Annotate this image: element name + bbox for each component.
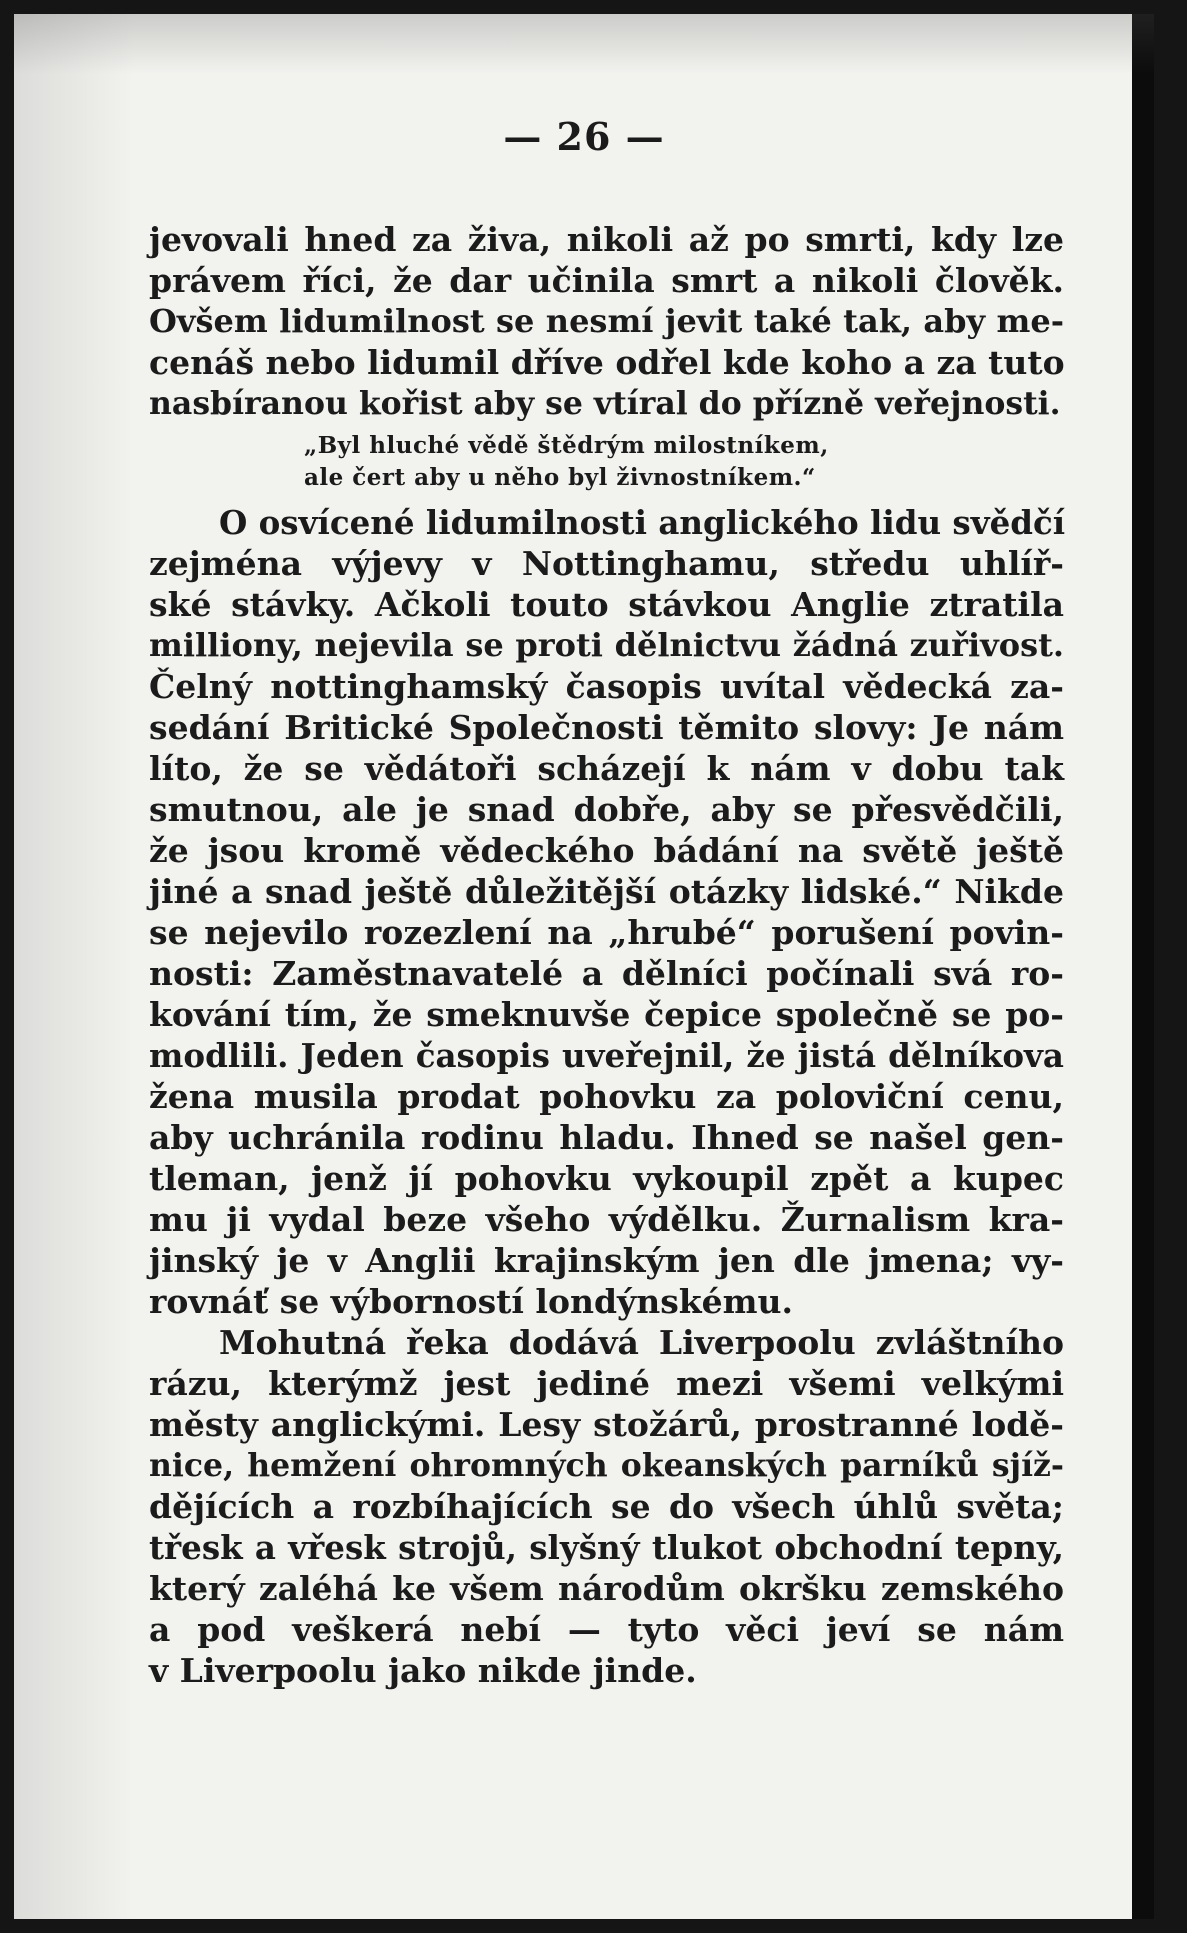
text-line: aby uchránila rodinu hladu. Ihned se našel gen- — [149, 1118, 1064, 1157]
text-line: Čelný nottinghamský časopis uvítal vědecká za- — [149, 667, 1064, 706]
text-line: se nejevilo rozezlení na „hrubé“ porušení povin- — [149, 913, 1064, 952]
paragraph-3 — [149, 1322, 1064, 1691]
page-number: — 26 — — [503, 114, 665, 159]
text-line: že jsou kromě vědeckého bádání na světě ještě — [149, 831, 1064, 870]
text-line: městy anglickými. Lesy stožárů, prostranné lodě- — [149, 1405, 1064, 1444]
book-page — [14, 14, 1154, 1919]
quote-line: ale čert aby u něho byl živnostníkem.“ — [304, 464, 816, 491]
text-line: který zaléhá ke všem národům okršku zemského — [149, 1569, 1064, 1608]
text-line: rovnáť se výborností londýnskému. — [149, 1282, 794, 1321]
text-line: sedání Britické Společnosti těmito slovy: Je nám — [149, 708, 1064, 747]
text-line: smutnou, ale je snad dobře, aby se přesvědčili, — [149, 790, 1064, 829]
text-line: rázu, kterýmž jest jediné mezi všemi velkými — [149, 1364, 1064, 1403]
text-line: jiné a snad ještě důležitější otázky lidské.“ Nikde — [149, 872, 1064, 911]
text-line: cenáš nebo lidumil dříve odřel kde koho a za tuto — [149, 343, 1065, 382]
text-line: žena musila prodat pohovku za poloviční cenu, — [149, 1077, 1064, 1116]
text-line: nasbíranou kořist aby se vtíral do přízně veřejnosti. — [149, 385, 1061, 422]
verse-quote — [149, 430, 1064, 494]
text-line: Ovšem lidumilnost se nesmí jevit také tak, aby me- — [149, 302, 1064, 340]
text-line: Mohutná řeka dodává Liverpoolu zvláštního — [219, 1323, 1064, 1362]
text-line: nosti: Zaměstnavatelé a dělníci počínali svá ro- — [149, 954, 1064, 993]
text-line: dějících a rozbíhajících se do všech úhlů světa; — [149, 1487, 1064, 1526]
text-line: O osvícené lidumilnosti anglického lidu svědčí — [219, 503, 1066, 542]
text-line: jevovali hned za živa, nikoli až po smrti, kdy lze — [149, 220, 1064, 259]
paragraph-2 — [149, 502, 1064, 1322]
text-line: mu ji vydal beze všeho výdělku. Žurnalism kra- — [149, 1200, 1064, 1239]
text-line: nice, hemžení ohromných okeanských parníků sjíž- — [149, 1447, 1064, 1484]
paragraph-1 — [149, 219, 1064, 424]
text-line: právem říci, že dar učinila smrt a nikoli člověk. — [149, 261, 1064, 300]
text-line: modlili. Jeden časopis uveřejnil, že jistá dělníkova — [149, 1036, 1064, 1075]
quote-line: „Byl hluché vědě štědrým milostníkem, — [304, 432, 829, 459]
text-line: jinský je v Anglii krajinským jen dle jmena; vy- — [149, 1241, 1064, 1280]
text-block — [149, 219, 1064, 1691]
text-line: třesk a vřesk strojů, slyšný tlukot obchodní tepny, — [149, 1528, 1064, 1567]
text-line: líto, že se vědátoři scházejí k nám v dobu tak — [149, 749, 1064, 788]
text-line: tleman, jenž jí pohovku vykoupil zpět a kupec — [149, 1159, 1064, 1198]
text-line: a pod veškerá nebí — tyto věci jeví se nám — [149, 1610, 1064, 1649]
page-edge-shadow — [1132, 14, 1154, 1919]
text-line: milliony, nejevila se proti dělnictvu žádná zuřivost. — [149, 626, 1064, 664]
text-line: zejména výjevy v Nottinghamu, středu uhlíř- — [149, 544, 1064, 583]
text-line: kování tím, že smeknuvše čepice společně se po- — [149, 995, 1064, 1034]
text-line: ské stávky. Ačkoli touto stávkou Anglie ztratila — [149, 585, 1064, 624]
text-line: v Liverpoolu jako nikde jinde. — [149, 1651, 697, 1690]
